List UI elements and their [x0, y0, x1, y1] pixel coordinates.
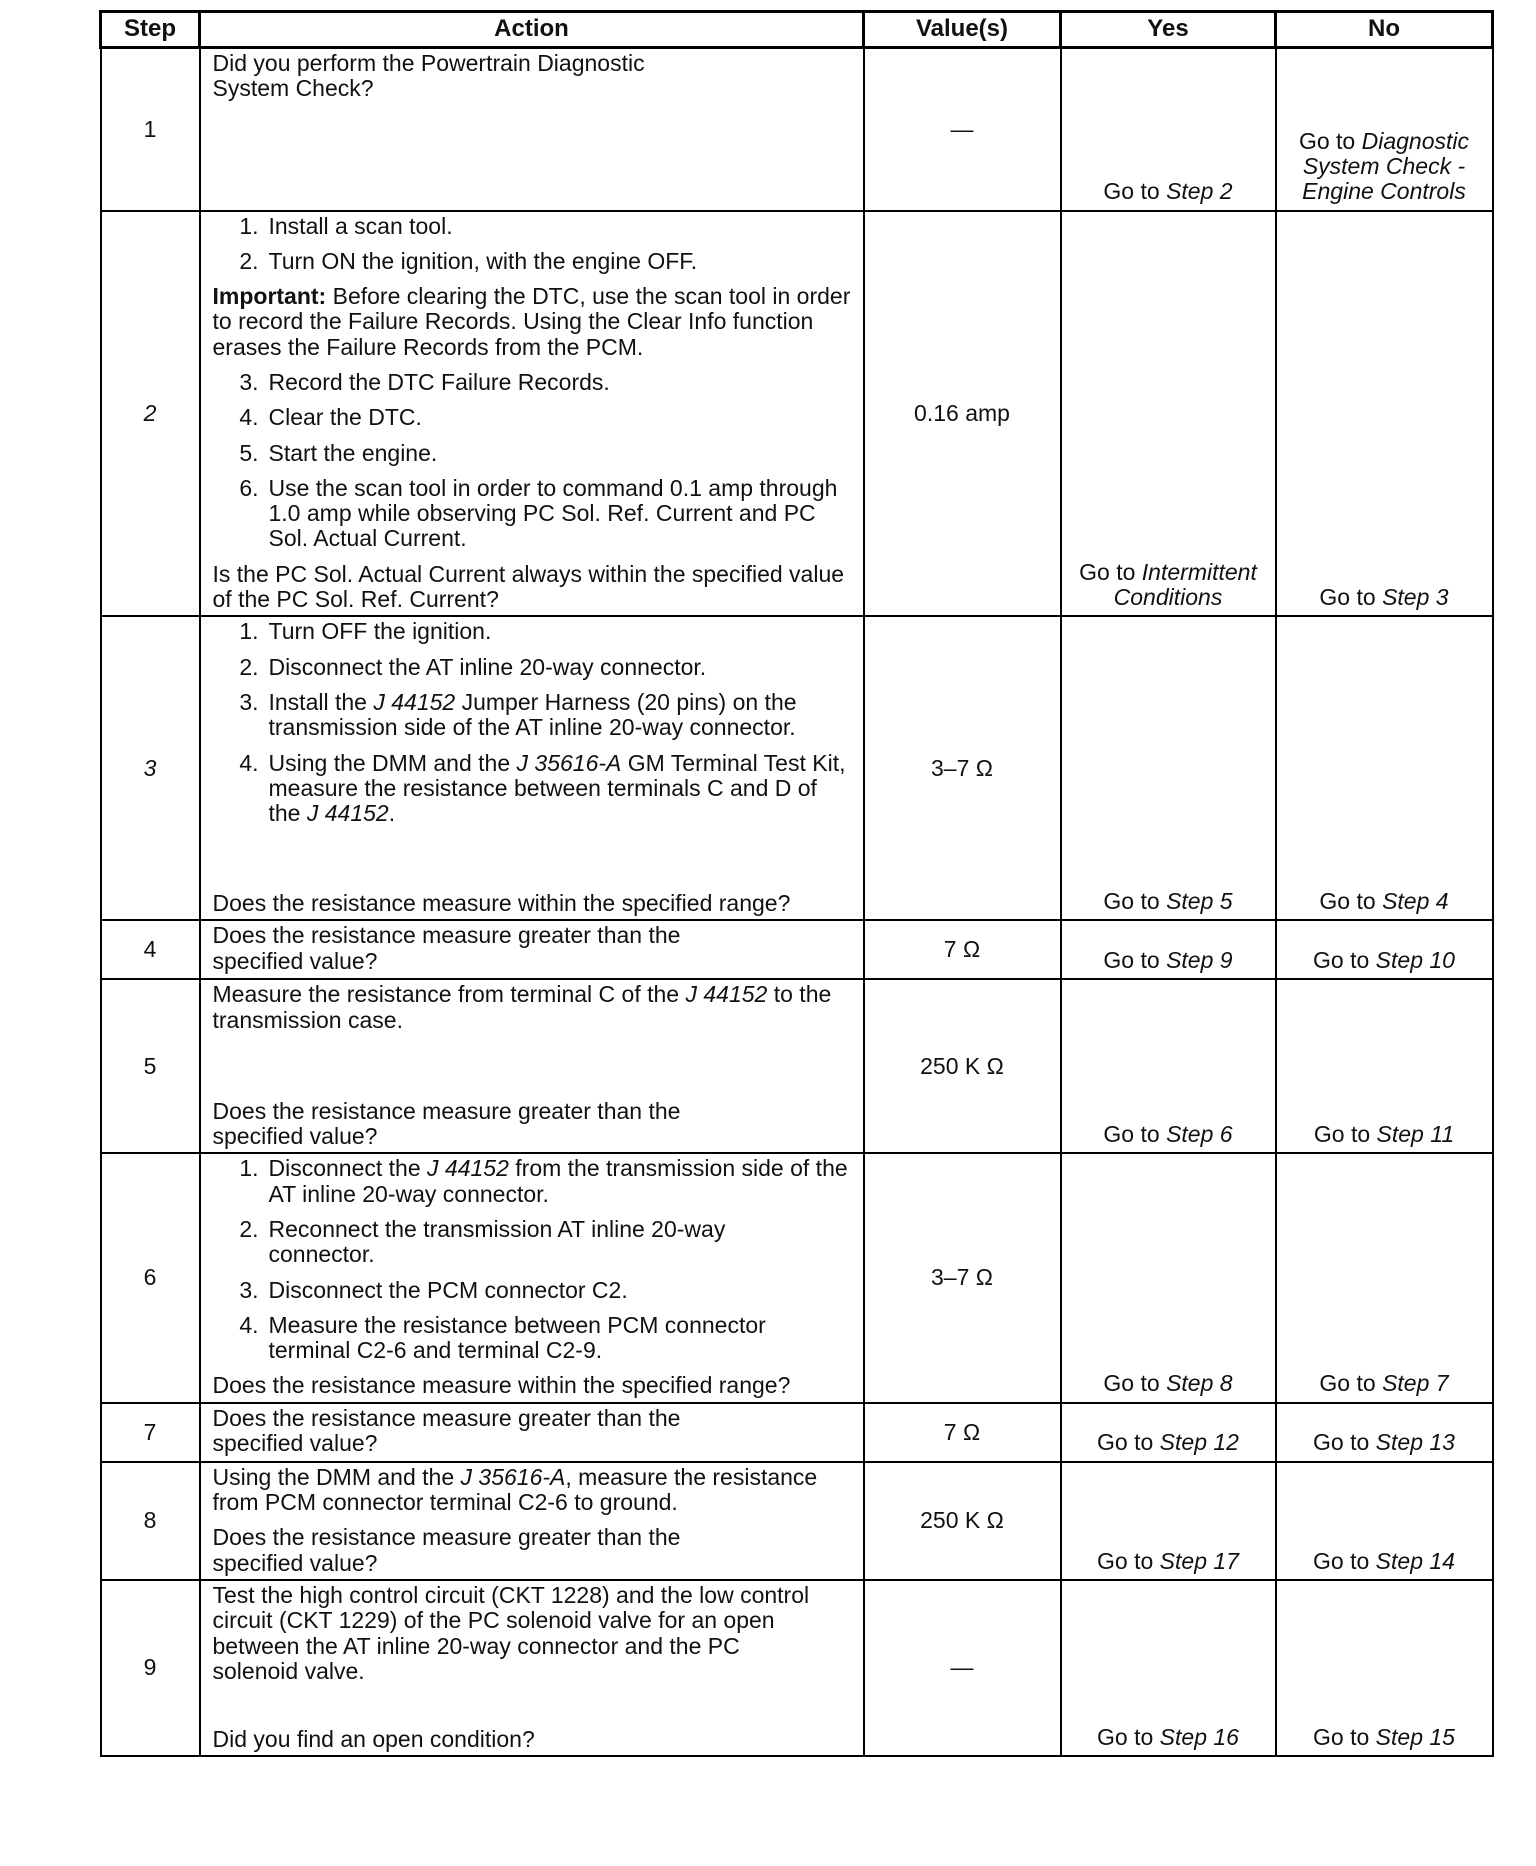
- no-cell: [1276, 1580, 1493, 1756]
- yes-cell: [1061, 48, 1276, 211]
- goto-prefix: Go to: [1097, 1547, 1154, 1574]
- goto-target: Step 2: [1166, 178, 1233, 205]
- goto-prefix: Go to: [1313, 1429, 1370, 1456]
- text-part: , measure the resistance from PCM connector terminal C2-6 to ground.: [212, 1463, 818, 1516]
- text-part: Disconnect the: [268, 1155, 421, 1182]
- table-row: [101, 1153, 1493, 1402]
- item-number: 2.: [239, 247, 259, 274]
- table-row: [101, 211, 1493, 617]
- action-content: [213, 982, 851, 1149]
- header-no: No: [1276, 12, 1493, 48]
- tool-reference: J 44152: [685, 981, 768, 1008]
- step-number: 4: [101, 920, 200, 979]
- value-cell: —: [864, 48, 1061, 211]
- no-cell: [1276, 1153, 1493, 1402]
- action-cell: [200, 211, 864, 617]
- header-row: [101, 12, 1493, 48]
- step-number: 5: [101, 979, 200, 1153]
- goto-prefix: Go to: [1103, 1370, 1160, 1397]
- goto-prefix: Go to: [1103, 178, 1160, 205]
- text-part: Install the: [268, 688, 367, 715]
- goto-target: Step 9: [1166, 947, 1233, 974]
- text-part: Measure the resistance from terminal C of the: [212, 981, 680, 1008]
- goto-prefix: Go to: [1313, 1723, 1370, 1750]
- text-part: .: [388, 800, 396, 827]
- yes-goto[interactable]: [1062, 948, 1275, 973]
- no-cell: [1276, 211, 1493, 617]
- no-goto[interactable]: [1277, 129, 1492, 205]
- item-text: Start the engine.: [268, 439, 438, 466]
- value-cell: 250 K Ω: [864, 1462, 1061, 1580]
- yes-cell: [1061, 1580, 1276, 1756]
- action-question: Does the resistance measure greater than the specified value?: [212, 1097, 681, 1150]
- goto-prefix: Go to: [1103, 1121, 1160, 1148]
- step-number: 9: [101, 1580, 200, 1756]
- goto-prefix: Go to: [1319, 1370, 1376, 1397]
- goto-target: Step 5: [1166, 888, 1233, 915]
- goto-target: Step 3: [1382, 584, 1449, 611]
- step-number: 1: [101, 48, 200, 211]
- goto-target: Step 6: [1166, 1121, 1233, 1148]
- list-item: [213, 370, 851, 395]
- no-goto[interactable]: [1277, 1549, 1492, 1574]
- item-number: 1.: [239, 618, 259, 645]
- goto-target: Step 12: [1159, 1429, 1239, 1456]
- no-cell: [1276, 616, 1493, 920]
- no-cell: [1276, 920, 1493, 979]
- no-goto[interactable]: [1277, 1122, 1492, 1147]
- action-question: Does the resistance measure within the specified range?: [212, 890, 791, 917]
- goto-prefix: Go to: [1097, 1723, 1154, 1750]
- item-text: Disconnect the AT inline 20-way connector.: [268, 653, 707, 680]
- text-part: Using the DMM and the: [212, 1463, 455, 1490]
- list-item: [213, 405, 851, 430]
- header-step: Step: [101, 12, 200, 48]
- action-question: Does the resistance measure within the specified range?: [212, 1372, 791, 1399]
- list-item: [213, 1278, 851, 1303]
- action-cell: [200, 48, 864, 211]
- no-cell: [1276, 48, 1493, 211]
- no-cell: [1276, 979, 1493, 1153]
- goto-target: Step 11: [1376, 1121, 1455, 1148]
- action-cell: [200, 1462, 864, 1580]
- action-content: [213, 619, 851, 916]
- goto-target: Step 7: [1382, 1370, 1449, 1397]
- yes-goto[interactable]: [1062, 1725, 1275, 1750]
- item-text: Install a scan tool.: [268, 212, 453, 239]
- list-item: [213, 1156, 851, 1207]
- action-text: Did you perform the Powertrain Diagnostic System Check?: [212, 50, 645, 102]
- diagnostic-table: [99, 10, 1494, 1757]
- list-item: [213, 1217, 851, 1268]
- goto-target: Diagnostic System Check - Engine Controls: [1302, 127, 1470, 205]
- text-part: to the transmission case.: [212, 981, 832, 1033]
- no-goto[interactable]: [1277, 1725, 1492, 1750]
- list-item: [213, 1313, 851, 1364]
- text-part: GM Terminal Test Kit, measure the resistance between terminals C and D of the: [268, 749, 846, 827]
- yes-cell: [1061, 1462, 1276, 1580]
- item-number: 6.: [239, 474, 259, 501]
- table-row: [101, 48, 1493, 211]
- goto-target: Step 8: [1166, 1370, 1233, 1397]
- action-question: Does the resistance measure greater than the specified value?: [212, 1404, 681, 1457]
- item-text: [269, 1156, 851, 1207]
- yes-cell: [1061, 211, 1276, 617]
- table-row: [101, 616, 1493, 920]
- important-note: [213, 284, 851, 360]
- step-number: 8: [101, 1462, 200, 1580]
- yes-cell: [1061, 616, 1276, 920]
- no-cell: [1276, 1462, 1493, 1580]
- goto-target: Step 15: [1375, 1723, 1455, 1750]
- list-item: [213, 249, 851, 274]
- table-row: [101, 920, 1493, 979]
- step-number-text: 2: [143, 399, 157, 426]
- item-text: [269, 751, 851, 827]
- header-action: Action: [200, 12, 864, 48]
- goto-target: Step 10: [1375, 947, 1455, 974]
- item-number: 4.: [239, 404, 259, 431]
- yes-cell: [1061, 1153, 1276, 1402]
- yes-goto[interactable]: [1062, 1430, 1275, 1455]
- action-question: Did you find an open condition?: [212, 1725, 535, 1752]
- list-item: [213, 214, 851, 239]
- no-cell: [1276, 1403, 1493, 1462]
- action-text: [213, 1465, 851, 1516]
- value-cell: 7 Ω: [864, 1403, 1061, 1462]
- header-yes: Yes: [1061, 12, 1276, 48]
- tool-reference: J 44152: [373, 688, 456, 715]
- no-goto[interactable]: [1277, 889, 1492, 914]
- item-text: [269, 690, 851, 741]
- step-number: 6: [101, 1153, 200, 1402]
- action-cell: [200, 1153, 864, 1402]
- no-goto[interactable]: [1277, 585, 1492, 610]
- item-number: 1.: [239, 212, 259, 239]
- item-number: 4.: [239, 1311, 259, 1338]
- step-number-text: 3: [143, 754, 157, 781]
- goto-prefix: Go to: [1313, 1547, 1370, 1574]
- yes-goto[interactable]: [1062, 1549, 1275, 1574]
- value-cell: 3–7 Ω: [864, 616, 1061, 920]
- text-part: from the transmission side of the AT inline 20-way connector.: [268, 1155, 848, 1207]
- yes-goto[interactable]: [1062, 1371, 1275, 1396]
- table-row: [101, 1403, 1493, 1462]
- list-item: [213, 690, 851, 741]
- goto-target: Step 16: [1159, 1723, 1239, 1750]
- action-question: Does the resistance measure greater than the specified value?: [212, 1524, 681, 1576]
- item-number: 4.: [239, 749, 259, 776]
- table-row: [101, 979, 1493, 1153]
- action-cell: [200, 979, 864, 1153]
- text-part: Jumper Harness (20 pins) on the transmission side of the AT inline 20-way connector.: [268, 688, 797, 741]
- value-cell: —: [864, 1580, 1061, 1756]
- action-question: Is the PC Sol. Actual Current always within the specified value of the PC Sol. Ref. Current?: [212, 560, 845, 613]
- text-part: Using the DMM and the: [268, 749, 511, 776]
- item-number: 2.: [239, 653, 259, 680]
- action-cell: [200, 920, 864, 979]
- goto-prefix: Go to: [1103, 888, 1160, 915]
- value-cell: 0.16 amp: [864, 211, 1061, 617]
- goto-prefix: Go to: [1298, 127, 1356, 154]
- item-number: 3.: [239, 688, 259, 715]
- action-cell: [200, 1580, 864, 1756]
- action-cell: [200, 1403, 864, 1462]
- item-text: Clear the DTC.: [268, 404, 422, 431]
- item-number: 1.: [239, 1155, 259, 1182]
- value-cell: 3–7 Ω: [864, 1153, 1061, 1402]
- yes-cell: [1061, 979, 1276, 1153]
- important-text: Before clearing the DTC, use the scan tool in order to record the Failure Records. Using the Clear Info function erases the Failure Records from the PCM.: [212, 283, 851, 360]
- tool-reference: J 44152: [306, 800, 389, 827]
- goto-prefix: Go to: [1097, 1429, 1154, 1456]
- yes-cell: [1061, 1403, 1276, 1462]
- step-number: 7: [101, 1403, 200, 1462]
- tool-reference: J 44152: [427, 1155, 509, 1182]
- header-values: Value(s): [864, 12, 1061, 48]
- table-row: [101, 1462, 1493, 1580]
- yes-goto[interactable]: [1062, 1122, 1275, 1147]
- step-number: [101, 211, 200, 617]
- goto-prefix: Go to: [1313, 1121, 1371, 1148]
- yes-goto[interactable]: [1062, 560, 1275, 611]
- goto-target: Step 4: [1382, 888, 1449, 915]
- item-number: 3.: [239, 368, 259, 395]
- no-goto[interactable]: [1277, 948, 1492, 973]
- no-goto[interactable]: [1277, 1371, 1492, 1396]
- step-number: [101, 616, 200, 920]
- list-item: [213, 655, 851, 680]
- tool-reference: J 35616-A: [460, 1463, 566, 1490]
- action-text: Test the high control circuit (CKT 1228) and the low control circuit (CKT 1229) of the PC solenoid valve for an open between the AT inline 20-way connector and the PC solenoid valve.: [212, 1581, 810, 1684]
- item-number: 2.: [239, 1215, 259, 1242]
- list-item: [213, 441, 851, 466]
- goto-prefix: Go to: [1313, 947, 1370, 974]
- action-text: [213, 982, 851, 1033]
- goto-prefix: Go to: [1319, 888, 1376, 915]
- goto-prefix: Go to: [1079, 558, 1136, 585]
- list-item: [213, 476, 851, 552]
- item-text: Measure the resistance between PCM connector terminal C2-6 and terminal C2-9.: [268, 1311, 766, 1364]
- yes-cell: [1061, 920, 1276, 979]
- yes-goto[interactable]: [1062, 889, 1275, 914]
- goto-prefix: Go to: [1319, 584, 1376, 611]
- item-text: Record the DTC Failure Records.: [268, 368, 610, 395]
- action-question: Does the resistance measure greater than the specified value?: [212, 922, 681, 974]
- value-cell: 250 K Ω: [864, 979, 1061, 1153]
- item-text: Reconnect the transmission AT inline 20-way connector.: [268, 1215, 726, 1268]
- action-cell: [200, 616, 864, 920]
- goto-target: Step 13: [1375, 1429, 1455, 1456]
- tool-reference: J 35616-A: [516, 749, 622, 776]
- important-label: Important:: [212, 283, 327, 310]
- goto-target: Intermittent Conditions: [1113, 558, 1257, 611]
- table-row: [101, 1580, 1493, 1756]
- item-text: Turn ON the ignition, with the engine OFF.: [268, 247, 698, 274]
- no-goto[interactable]: [1277, 1430, 1492, 1455]
- yes-goto[interactable]: [1062, 179, 1275, 204]
- action-content: [213, 1583, 851, 1752]
- goto-target: Step 17: [1159, 1547, 1239, 1574]
- item-text: Disconnect the PCM connector C2.: [268, 1276, 628, 1303]
- list-item: [213, 751, 851, 827]
- item-text: Use the scan tool in order to command 0.1 amp through 1.0 amp while observing PC Sol. Ref. Current and PC Sol. Actual Current.: [268, 474, 838, 552]
- goto-target: Step 14: [1375, 1547, 1455, 1574]
- list-item: [213, 619, 851, 644]
- item-text: Turn OFF the ignition.: [268, 618, 492, 645]
- item-number: 3.: [239, 1276, 259, 1303]
- goto-prefix: Go to: [1103, 947, 1160, 974]
- item-number: 5.: [239, 439, 259, 466]
- value-cell: 7 Ω: [864, 920, 1061, 979]
